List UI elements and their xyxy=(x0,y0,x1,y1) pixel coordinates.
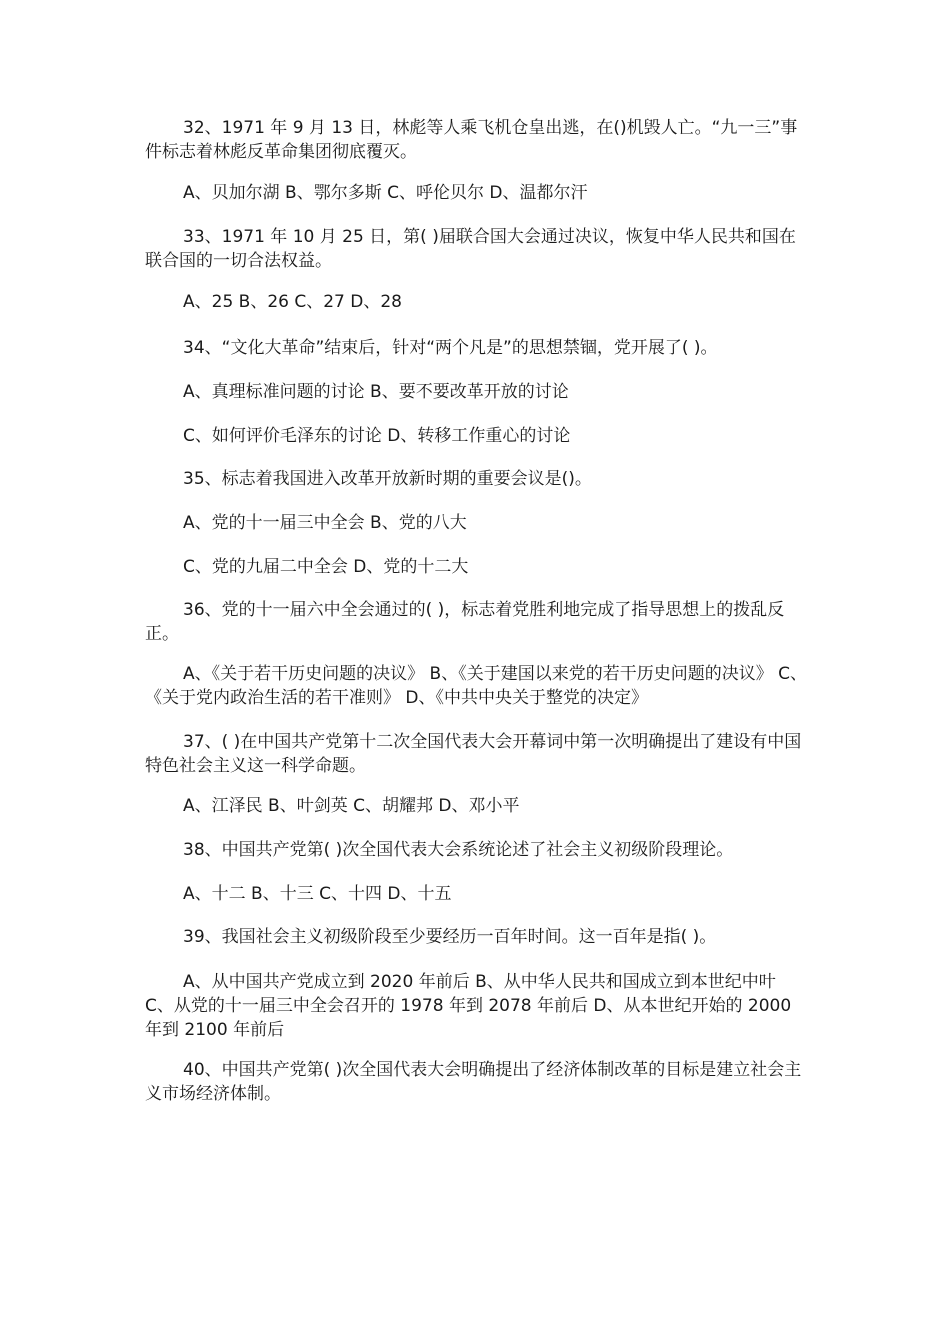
options-34-cd: C、如何评价毛泽东的讨论 D、转移工作重心的讨论 xyxy=(183,426,571,446)
options-37: A、江泽民 B、叶剑英 C、胡耀邦 D、邓小平 xyxy=(183,796,520,816)
question-39: 39、我国社会主义初级阶段至少要经历一百年时间。这一百年是指( )。 xyxy=(183,927,717,947)
options-34-ab: A、真理标准问题的讨论 B、要不要改革开放的讨论 xyxy=(183,382,569,402)
question-38: 38、中国共产党第( )次全国代表大会系统论述了社会主义初级阶段理论。 xyxy=(183,840,734,860)
options-35-ab: A、党的十一届三中全会 B、党的八大 xyxy=(183,513,467,533)
question-37: 37、( )在中国共产党第十二次全国代表大会开幕词中第一次明确提出了建设有中国特色社会主义这一科学命题。 xyxy=(145,732,802,776)
question-35: 35、标志着我国进入改革开放新时期的重要会议是()。 xyxy=(183,469,592,489)
options-33: A、25 B、26 C、27 D、28 xyxy=(183,292,402,312)
question-33: 33、1971 年 10 月 25 日，第( )届联合国大会通过决议，恢复中华人民共和国在联合国的一切合法权益。 xyxy=(145,227,796,271)
options-32: A、贝加尔湖 B、鄂尔多斯 C、呼伦贝尔 D、温都尔汗 xyxy=(183,183,588,203)
question-32: 32、1971 年 9 月 13 日，林彪等人乘飞机仓皇出逃，在()机毁人亡。“九一三”事件标志着林彪反革命集团彻底覆灭。 xyxy=(145,118,798,162)
options-35-cd: C、党的九届二中全会 D、党的十二大 xyxy=(183,557,469,577)
question-40: 40、中国共产党第( )次全国代表大会明确提出了经济体制改革的目标是建立社会主义市场经济体制。 xyxy=(145,1060,802,1104)
options-39: A、从中国共产党成立到 2020 年前后 B、从中华人民共和国成立到本世纪中叶 C、从党的十一届三中全会召开的 1978 年到 2078 年前后 D、从本世纪开始的 2000 年到 2100 年前后 xyxy=(145,972,792,1040)
question-36: 36、党的十一届六中全会通过的( )，标志着党胜利地完成了指导思想上的拨乱反正。 xyxy=(145,600,785,644)
question-34: 34、“文化大革命”结束后，针对“两个凡是”的思想禁锢，党开展了( )。 xyxy=(183,338,718,358)
options-38: A、十二 B、十三 C、十四 D、十五 xyxy=(183,884,452,904)
options-36: A、《关于若干历史问题的决议》 B、《关于建国以来党的若干历史问题的决议》 C、《关于党内政治生活的若干准则》 D、《中共中央关于整党的决定》 xyxy=(145,664,807,708)
